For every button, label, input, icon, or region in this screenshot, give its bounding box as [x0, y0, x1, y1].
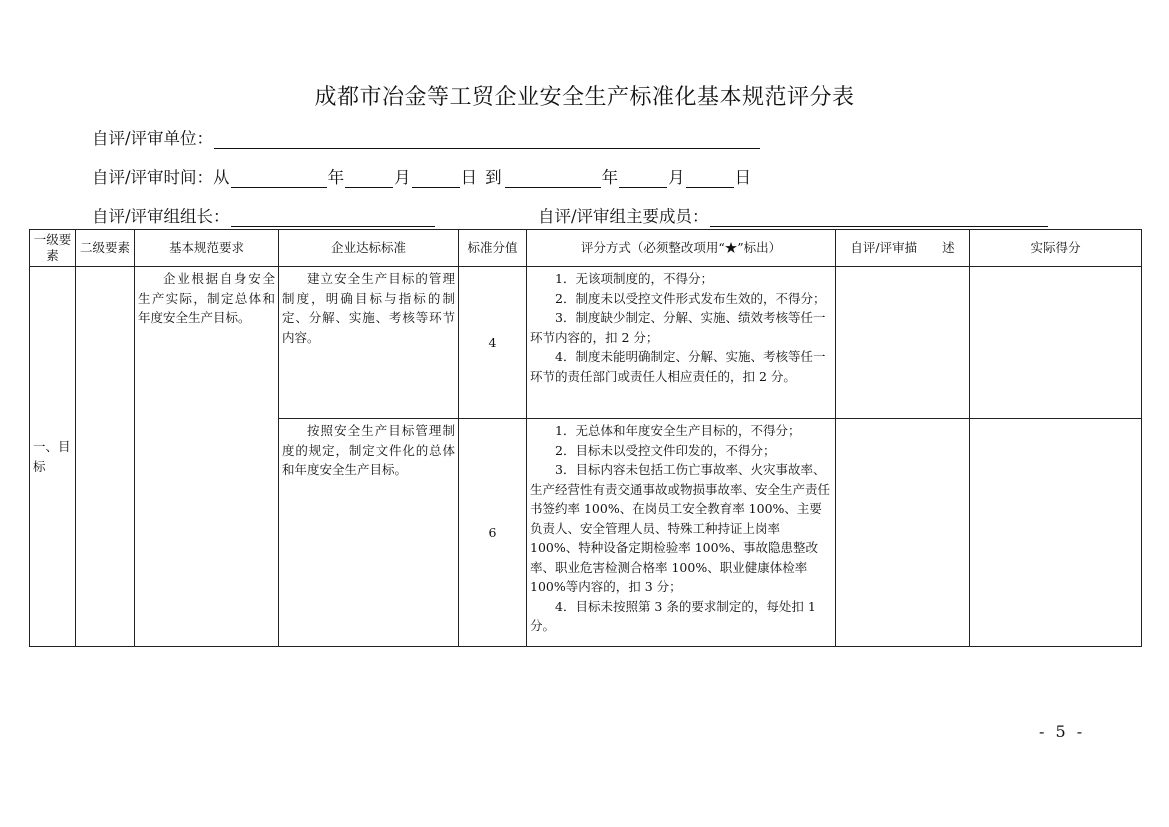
method-item: 2．目标未以受控文件印发的，不得分；	[555, 442, 776, 458]
header-standard: 企业达标标准	[279, 230, 459, 267]
end-year-field[interactable]	[505, 168, 601, 188]
method-cell	[527, 267, 836, 419]
method-item: 4．目标未按照第 3 条的要求制定的，每处扣 1 分。	[530, 598, 816, 633]
end-year-label: 年	[601, 168, 619, 187]
score-cell: 6	[459, 419, 527, 647]
method-item: 3．目标内容未包括工伤亡事故率、火灾事故率、生产经营性有责交通事故或物损事故率、安全生产责任书签约率 100%、在岗员工安全教育率 100%、主要负责人、安全管理人员、特殊工种持证上岗率 100%、特种设备定期检验率 100%、事故隐患整改率、职业危害检测合格率 100%、职业健康体检率 100%等内容的，扣 3 分；	[530, 462, 831, 594]
start-month-label: 月	[394, 168, 411, 187]
method-cell	[527, 419, 836, 647]
page-title: 成都市冶金等工贸企业安全生产标准化基本规范评分表	[314, 85, 855, 110]
end-month-field[interactable]	[619, 168, 667, 188]
leader-label: 自评/评审组组长：	[92, 207, 230, 226]
standard-cell: 按照安全生产目标管理制度的规定，制定文件化的总体和年度安全生产目标。	[279, 419, 459, 647]
end-day-field[interactable]	[686, 168, 734, 188]
end-month-label: 月	[668, 168, 685, 187]
scoring-table	[29, 229, 1142, 647]
header-level1: 一级要素	[30, 230, 76, 267]
members-field[interactable]	[710, 207, 1048, 227]
leader-field[interactable]	[231, 207, 435, 227]
start-day-field[interactable]	[412, 168, 460, 188]
standard-cell: 建立安全生产目标的管理制度，明确目标与指标的制定、分解、实施、考核等环节内容。	[279, 267, 459, 419]
page-number: - 5 -	[1039, 722, 1086, 741]
time-label: 自评/评审时间：从	[92, 168, 230, 187]
description-cell[interactable]	[836, 419, 970, 647]
method-item: 1．无总体和年度安全生产目标的，不得分；	[555, 423, 801, 438]
end-day-label: 日	[734, 168, 752, 187]
actual-score-cell[interactable]	[970, 419, 1142, 647]
unit-field[interactable]	[214, 129, 760, 149]
requirement-cell: 企业根据自身安全生产实际，制定总体和年度安全生产目标。	[135, 267, 279, 647]
header-row	[30, 230, 1142, 267]
start-year-label: 年	[327, 168, 345, 187]
method-item: 1．无该项制度的，不得分；	[555, 271, 713, 286]
level1-cell: 一、目标	[30, 267, 76, 647]
to-label: 到	[485, 168, 502, 187]
start-year-field[interactable]	[231, 168, 327, 188]
members-line	[538, 203, 1049, 227]
score-cell: 4	[459, 267, 527, 419]
header-actual-score: 实际得分	[970, 230, 1142, 267]
unit-label: 自评/评审单位：	[92, 129, 214, 148]
level2-cell	[76, 267, 135, 647]
header-requirement: 基本规范要求	[135, 230, 279, 267]
start-day-label: 日	[460, 168, 478, 187]
header-score: 标准分值	[459, 230, 527, 267]
header-description: 自评/评审描 述	[836, 230, 970, 267]
time-line	[92, 164, 751, 188]
method-item: 3．制度缺少制定、分解、实施、绩效考核等任一环节内容的，扣 2 分；	[530, 310, 826, 345]
unit-line	[92, 125, 761, 149]
method-item: 2．制度未以受控文件形式发布生效的，不得分；	[555, 290, 826, 306]
actual-score-cell[interactable]	[970, 267, 1142, 419]
table-row	[30, 267, 1142, 419]
header-level2: 二级要素	[76, 230, 135, 267]
start-month-field[interactable]	[345, 168, 393, 188]
description-cell[interactable]	[836, 267, 970, 419]
leader-line	[92, 203, 436, 227]
members-label: 自评/评审组主要成员：	[538, 207, 709, 226]
method-item: 4．制度未能明确制定、分解、实施、考核等任一环节的责任部门或责任人相应责任的，扣 2 分。	[530, 349, 826, 384]
header-method: 评分方式（必须整改项用“★”标出）	[527, 230, 836, 267]
